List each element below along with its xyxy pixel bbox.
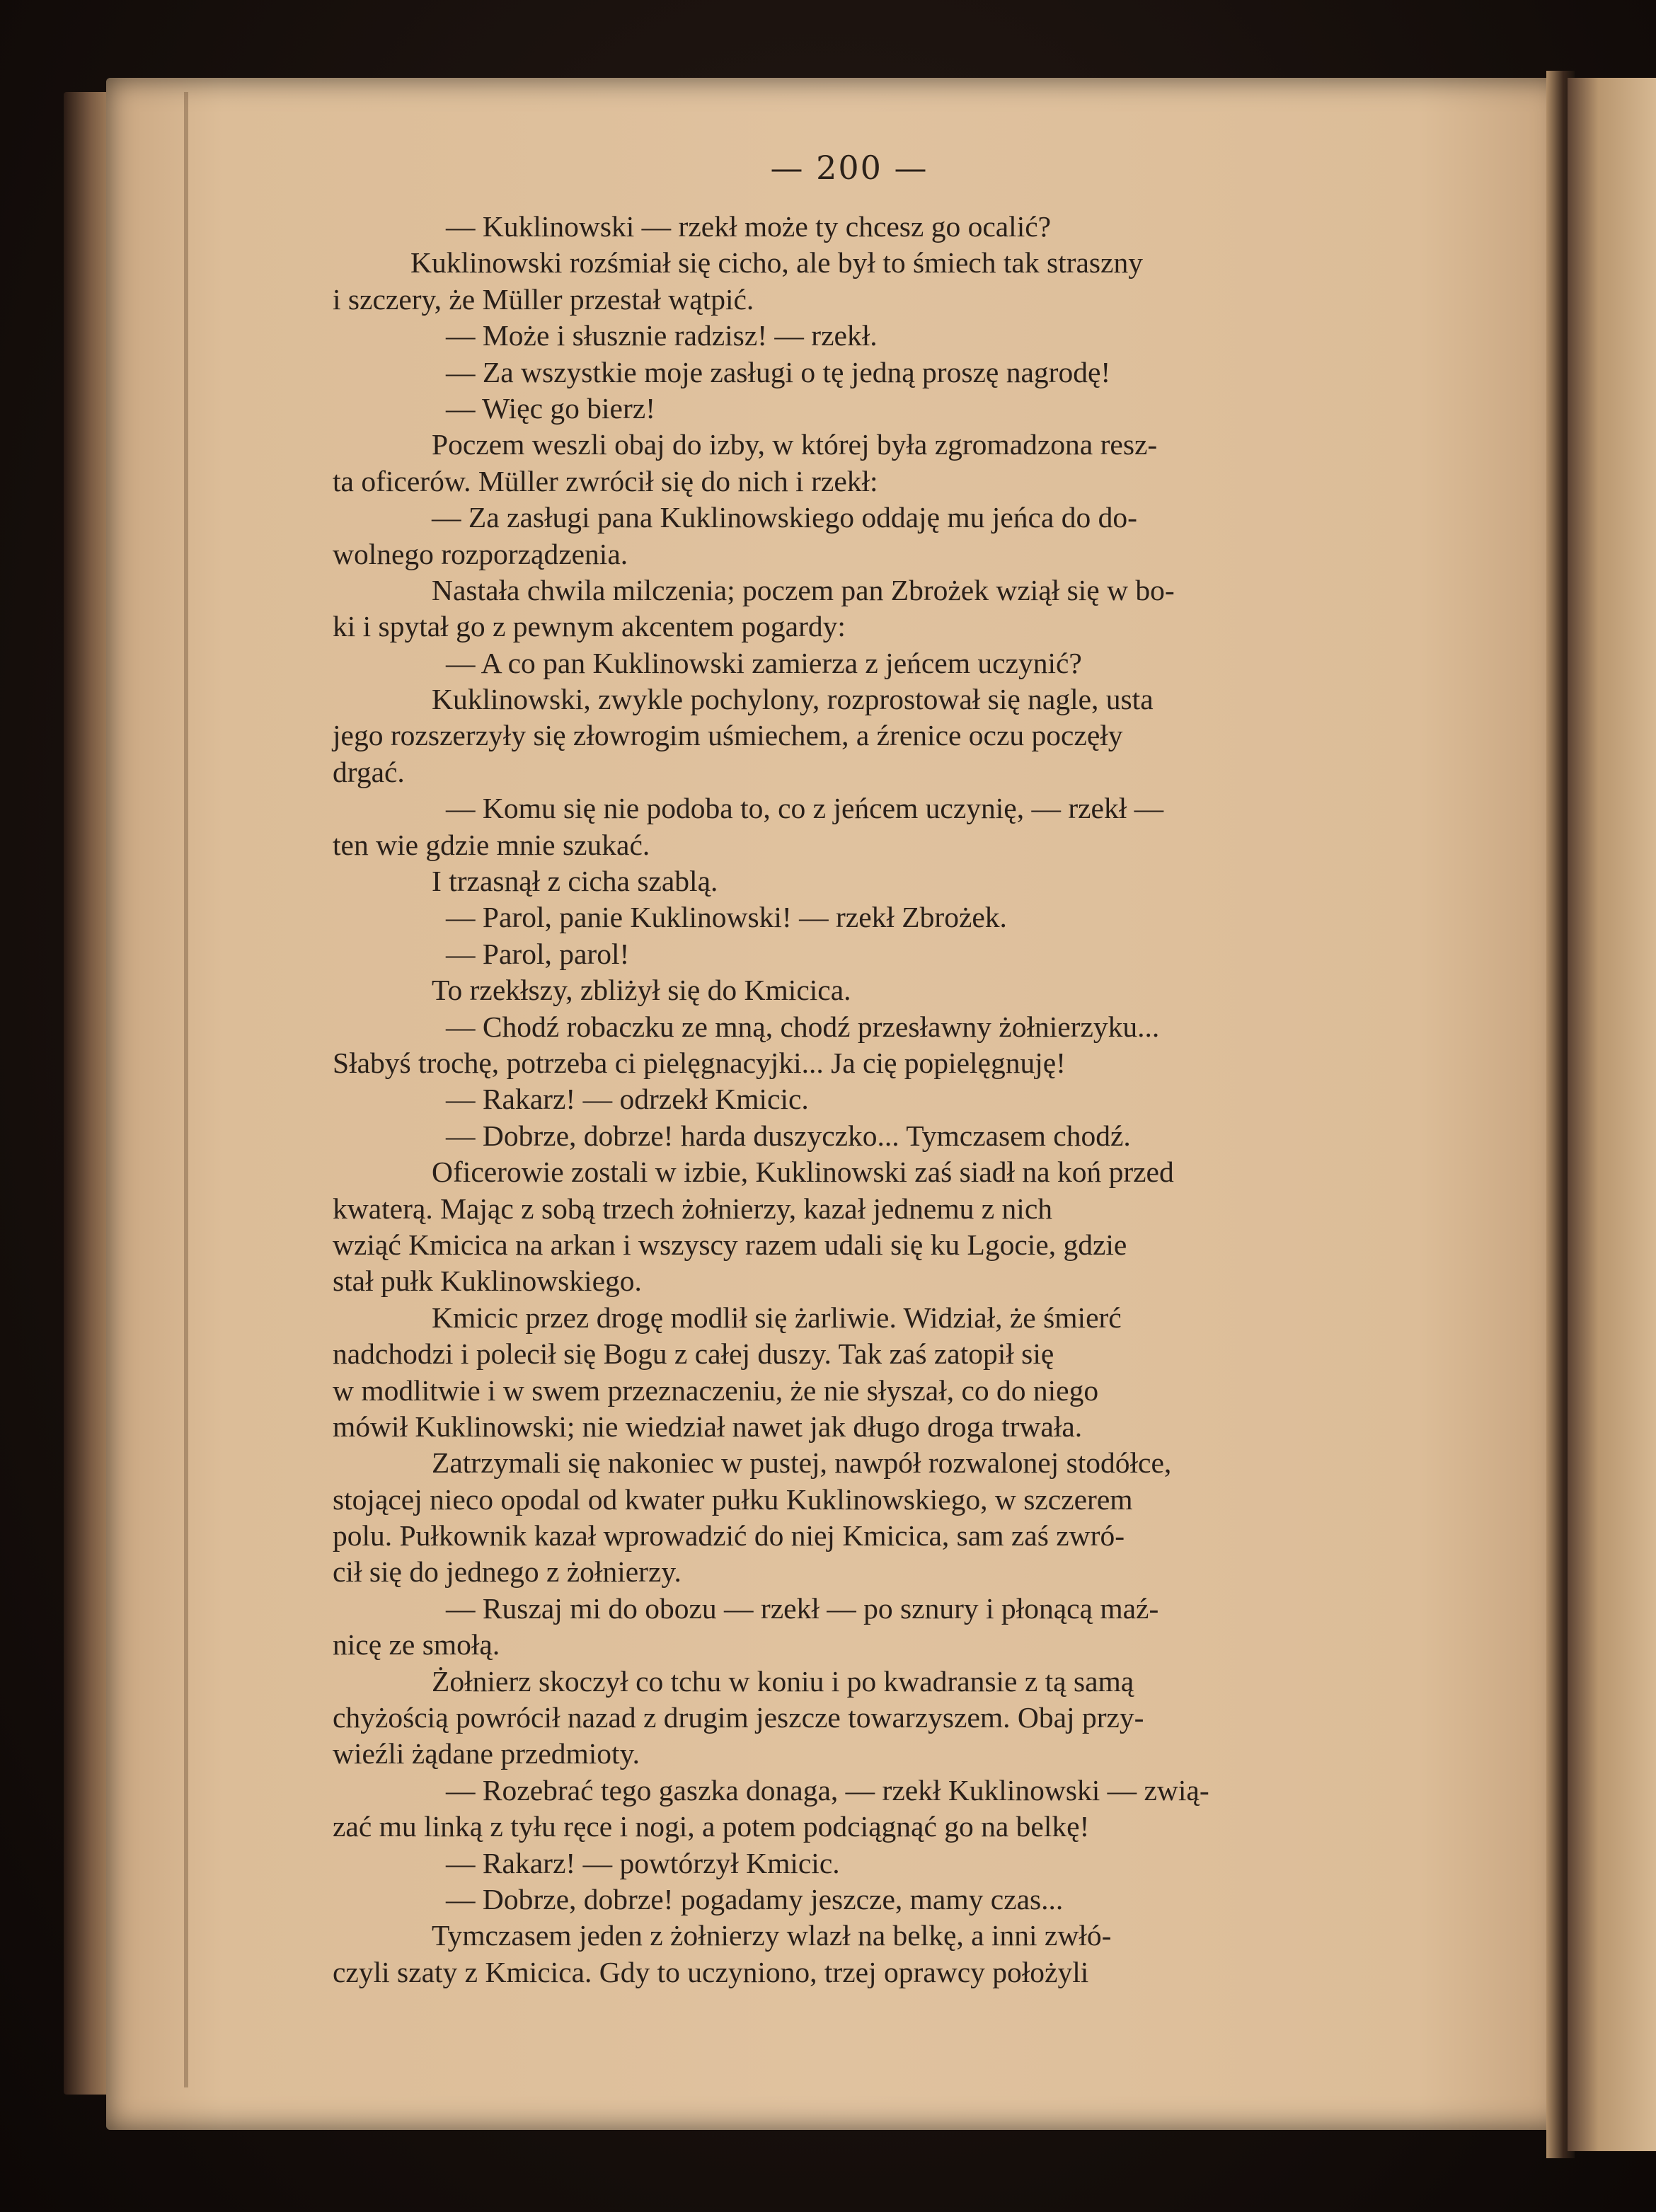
text-line: — Dobrze, dobrze! pogadamy jeszcze, mamy czas... [446, 1882, 1064, 1916]
text-line: mówił Kuklinowski; nie wiedział nawet jak długo droga trwała. [333, 1410, 1083, 1443]
text-line: ten wie gdzie mnie szukać. [333, 828, 650, 861]
facing-page-edge [1568, 78, 1656, 2151]
text-line: wziąć Kmicica na arkan i wszyscy razem udali się ku Lgocie, gdzie [333, 1228, 1127, 1261]
text-line: — Rakarz! — odrzekł Kmicic. [446, 1083, 809, 1116]
text-line: To rzekłszy, zbliżył się do Kmicica. [432, 974, 851, 1007]
text-line: zać mu linką z tyłu ręce i nogi, a potem podciągnąć go na belkę! [333, 1810, 1090, 1843]
text-line: i szczery, że Müller przestał wątpić. [333, 282, 754, 316]
text-line: stojącej nieco opodal od kwater pułku Kuklinowskiego, w szczerem [333, 1482, 1133, 1516]
text-line: I trzasnął z cicha szablą. [432, 865, 718, 898]
text-line: — Parol, panie Kuklinowski! — rzekł Zbrożek. [446, 901, 1007, 934]
page-crease [184, 92, 188, 2087]
page-text-body [333, 209, 1451, 1991]
text-line: Kuklinowski rozśmiał się cicho, ale był to śmiech tak straszny [410, 246, 1143, 280]
text-line: stał pułk Kuklinowskiego. [333, 1265, 642, 1298]
text-line: Nastała chwila milczenia; poczem pan Zbrożek wziął się w bo- [432, 573, 1175, 606]
text-line: — Za zasługi pana Kuklinowskiego oddaję mu jeńca do do- [432, 501, 1137, 534]
text-line: w modlitwie i w swem przeznaczeniu, że nie słyszał, co do niego [333, 1373, 1099, 1407]
text-line: Oficerowie zostali w izbie, Kuklinowski zaś siadł na koń przed [432, 1156, 1174, 1189]
text-line: Tymczasem jeden z żołnierzy wlazł na belkę, a inni zwłó- [432, 1919, 1112, 1952]
text-line: jego rozszerzyły się złowrogim uśmiechem, a źrenice oczu poczęły [333, 719, 1123, 752]
text-line: nicę ze smołą. [333, 1628, 500, 1661]
text-line: Słabyś trochę, potrzeba ci pielęgnacyjki... Ja cię popielęgnuję! [333, 1046, 1066, 1079]
text-line: chyżością powrócił nazad z drugim jeszcze towarzyszem. Obaj przy- [333, 1701, 1144, 1734]
text-line: Kuklinowski, zwykle pochylony, rozprostował się nagle, usta [432, 683, 1154, 716]
text-line: ta oficerów. Müller zwrócił się do nich i rzekł: [333, 464, 878, 497]
text-line: — Rakarz! — powtórzył Kmicic. [446, 1846, 840, 1879]
text-line: — A co pan Kuklinowski zamierza z jeńcem uczynić? [446, 646, 1082, 679]
text-line: wieźli żądane przedmioty. [333, 1737, 640, 1770]
text-line: — Za wszystkie moje zasługi o tę jedną proszę nagrodę! [446, 355, 1111, 388]
text-line: cił się do jednego z żołnierzy. [333, 1555, 682, 1589]
text-line: ki i spytał go z pewnym akcentem pogardy: [333, 610, 846, 643]
text-line: nadchodzi i polecił się Bogu z całej duszy. Tak zaś zatopił się [333, 1337, 1054, 1371]
text-line: — Chodź robaczku ze mną, chodź przesławny żołnierzyku... [446, 1010, 1160, 1043]
page-number: — 200 — [770, 149, 928, 187]
text-line: drgać. [333, 755, 405, 788]
text-line: Zatrzymali się nakoniec w pustej, nawpół rozwalonej stodółce, [432, 1446, 1172, 1480]
text-line: — Dobrze, dobrze! harda duszyczko... Tymczasem chodź. [446, 1119, 1131, 1152]
text-line: — Komu się nie podoba to, co z jeńcem uczynię, — rzekł — [446, 792, 1164, 825]
text-line: — Może i słusznie radzisz! — rzekł. [446, 319, 878, 352]
text-line: czyli szaty z Kmicica. Gdy to uczyniono, trzej oprawcy położyli [333, 1955, 1089, 1988]
text-line: — Parol, parol! [446, 937, 630, 970]
text-line: polu. Pułkownik kazał wprowadzić do niej Kmicica, sam zaś zwró- [333, 1519, 1125, 1553]
text-line: — Ruszaj mi do obozu — rzekł — po sznury i płonącą maź- [446, 1591, 1159, 1625]
text-line: wolnego rozporządzenia. [333, 537, 628, 570]
text-line: — Kuklinowski — rzekł może ty chcesz go ocalić? [446, 210, 1052, 243]
text-line: Poczem weszli obaj do izby, w której była zgromadzona resz- [432, 428, 1158, 461]
text-line: kwaterą. Mając z sobą trzech żołnierzy, kazał jednemu z nich [333, 1192, 1052, 1225]
text-line: — Rozebrać tego gaszka donaga, — rzekł Kuklinowski — zwią- [446, 1773, 1209, 1807]
text-line: Żołnierz skoczył co tchu w koniu i po kwadransie z tą samą [432, 1664, 1134, 1698]
text-line: — Więc go bierz! [446, 391, 656, 425]
text-line: Kmicic przez drogę modlił się żarliwie. Widział, że śmierć [432, 1301, 1122, 1334]
